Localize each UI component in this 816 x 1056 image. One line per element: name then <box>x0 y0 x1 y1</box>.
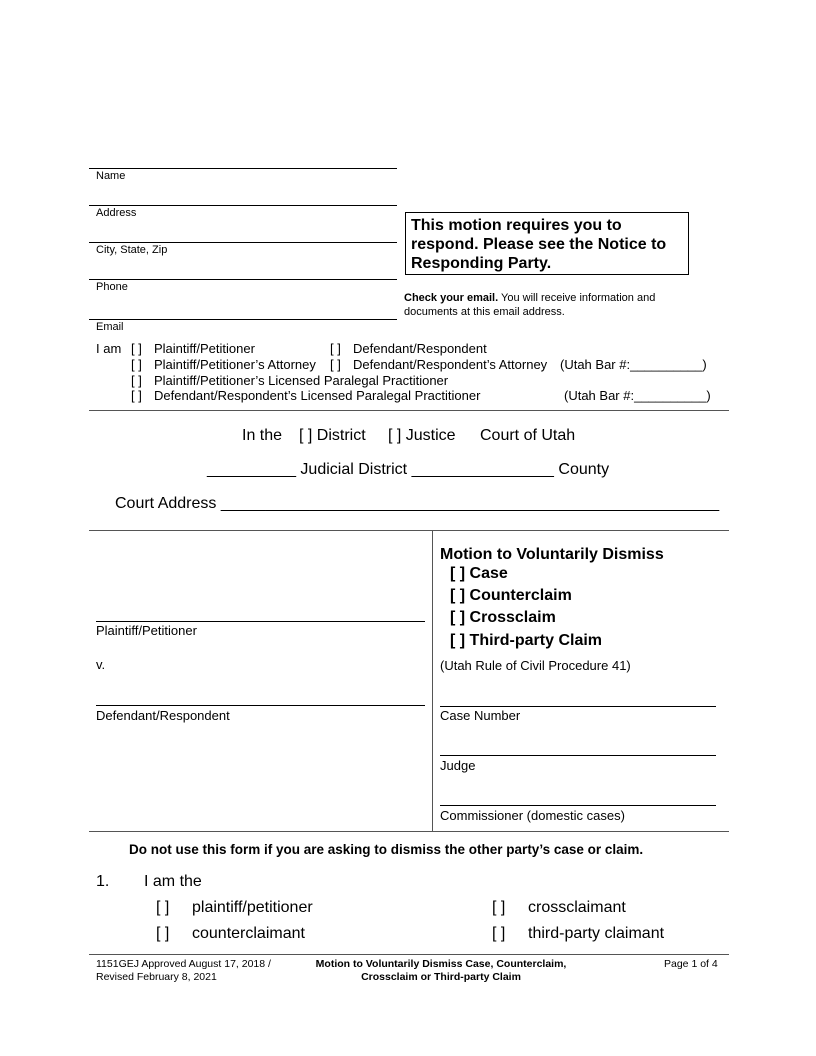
email-note-bold: Check your email. <box>404 292 499 304</box>
checkbox-plaintiff-petitioner[interactable]: [ ] <box>156 899 170 916</box>
checkbox-defendant-attorney[interactable]: [ ] <box>330 357 341 372</box>
footer-title-line2: Crossclaim or Third-party Claim <box>361 971 521 983</box>
caption-bottom-divider <box>89 831 729 832</box>
address-line[interactable] <box>89 205 397 206</box>
checkbox-third-party-claimant[interactable]: [ ] <box>492 925 506 942</box>
email-label: Email <box>96 321 124 333</box>
choice-crossclaimant: crossclaimant <box>528 899 626 916</box>
item-text: I am the <box>144 873 202 890</box>
footer-form-id: 1151GEJ Approved August 17, 2018 / <box>96 958 271 970</box>
footer-revised: Revised February 8, 2021 <box>96 971 217 983</box>
checkbox-defendant[interactable]: [ ] <box>330 341 341 356</box>
judge-line[interactable] <box>440 755 716 756</box>
name-line[interactable] <box>89 168 397 169</box>
caption-vertical-divider <box>432 530 433 831</box>
item-number: 1. <box>96 873 110 890</box>
plaintiff-name-line[interactable] <box>96 621 425 622</box>
case-number-line[interactable] <box>440 706 716 707</box>
utah-bar-field-1[interactable]: (Utah Bar #:__________) <box>560 357 707 372</box>
footer-page-number: Page 1 of 4 <box>664 958 718 970</box>
checkbox-plaintiff[interactable]: [ ] <box>131 341 142 356</box>
choice-third-party-claimant: third-party claimant <box>528 925 665 942</box>
checkbox-counterclaimant[interactable]: [ ] <box>156 925 170 942</box>
utah-bar-field-2[interactable]: (Utah Bar #:__________) <box>564 388 711 403</box>
checkbox-plaintiff-attorney[interactable]: [ ] <box>131 357 142 372</box>
i-am-label: I am <box>96 341 122 356</box>
commissioner-label: Commissioner (domestic cases) <box>440 808 625 823</box>
checkbox-crossclaimant[interactable]: [ ] <box>492 899 506 916</box>
judicial-district-county-line[interactable]: __________ Judicial District ________________ County <box>207 461 610 478</box>
option-defendant-attorney: Defendant/Respondent’s Attorney <box>353 357 548 372</box>
phone-label: Phone <box>96 281 128 293</box>
respond-notice-box: This motion requires you to respond. Please see the Notice to Responding Party. <box>405 212 689 275</box>
address-label: Address <box>96 207 137 219</box>
versus-label: v. <box>96 657 106 672</box>
checkbox-plaintiff-paralegal[interactable]: [ ] <box>131 373 142 388</box>
option-counterclaim[interactable]: [ ] Counterclaim <box>450 587 572 604</box>
city-state-zip-label: City, State, Zip <box>96 244 168 256</box>
phone-line[interactable] <box>89 279 397 280</box>
choice-plaintiff-petitioner: plaintiff/petitioner <box>192 899 313 916</box>
option-plaintiff-attorney: Plaintiff/Petitioner’s Attorney <box>154 357 316 372</box>
option-defendant: Defendant/Respondent <box>353 341 487 356</box>
city-state-zip-line[interactable] <box>89 242 397 243</box>
option-case[interactable]: [ ] Case <box>450 565 508 582</box>
option-defendant-paralegal: Defendant/Respondent’s Licensed Paralegal Practitioner <box>154 388 481 403</box>
footer-divider <box>89 954 729 955</box>
district-checkbox[interactable]: [ ] District <box>299 427 366 444</box>
case-number-label: Case Number <box>440 708 521 723</box>
email-line[interactable] <box>89 319 397 320</box>
choice-counterclaimant: counterclaimant <box>192 925 305 942</box>
commissioner-line[interactable] <box>440 805 716 806</box>
option-crossclaim[interactable]: [ ] Crossclaim <box>450 609 556 626</box>
judge-label: Judge <box>440 758 476 773</box>
email-note-line1: You will receive information and <box>501 292 656 304</box>
footer-title-line1: Motion to Voluntarily Dismiss Case, Counterclaim, <box>315 958 567 970</box>
warning-text: Do not use this form if you are asking to dismiss the other party’s case or claim. <box>129 842 644 857</box>
caption-top-divider <box>89 530 729 531</box>
option-plaintiff-paralegal: Plaintiff/Petitioner’s Licensed Paralegal Practitioner <box>154 373 449 388</box>
section-divider <box>89 410 729 411</box>
defendant-name-line[interactable] <box>96 705 425 706</box>
name-label: Name <box>96 170 126 182</box>
option-plaintiff: Plaintiff/Petitioner <box>154 341 255 356</box>
rule-citation: (Utah Rule of Civil Procedure 41) <box>440 658 631 673</box>
court-of-utah-label: Court of Utah <box>480 427 576 444</box>
option-third-party-claim[interactable]: [ ] Third-party Claim <box>450 632 603 649</box>
motion-title: Motion to Voluntarily Dismiss <box>440 546 664 563</box>
plaintiff-petitioner-label: Plaintiff/Petitioner <box>96 623 197 638</box>
court-address-line[interactable]: Court Address ________________________________________________________ <box>115 495 720 512</box>
email-note <box>404 292 655 304</box>
defendant-respondent-label: Defendant/Respondent <box>96 708 230 723</box>
justice-checkbox[interactable]: [ ] Justice <box>388 427 456 444</box>
checkbox-defendant-paralegal[interactable]: [ ] <box>131 388 142 403</box>
email-note-line2: documents at this email address. <box>404 306 565 318</box>
in-the-label: In the <box>242 427 283 444</box>
